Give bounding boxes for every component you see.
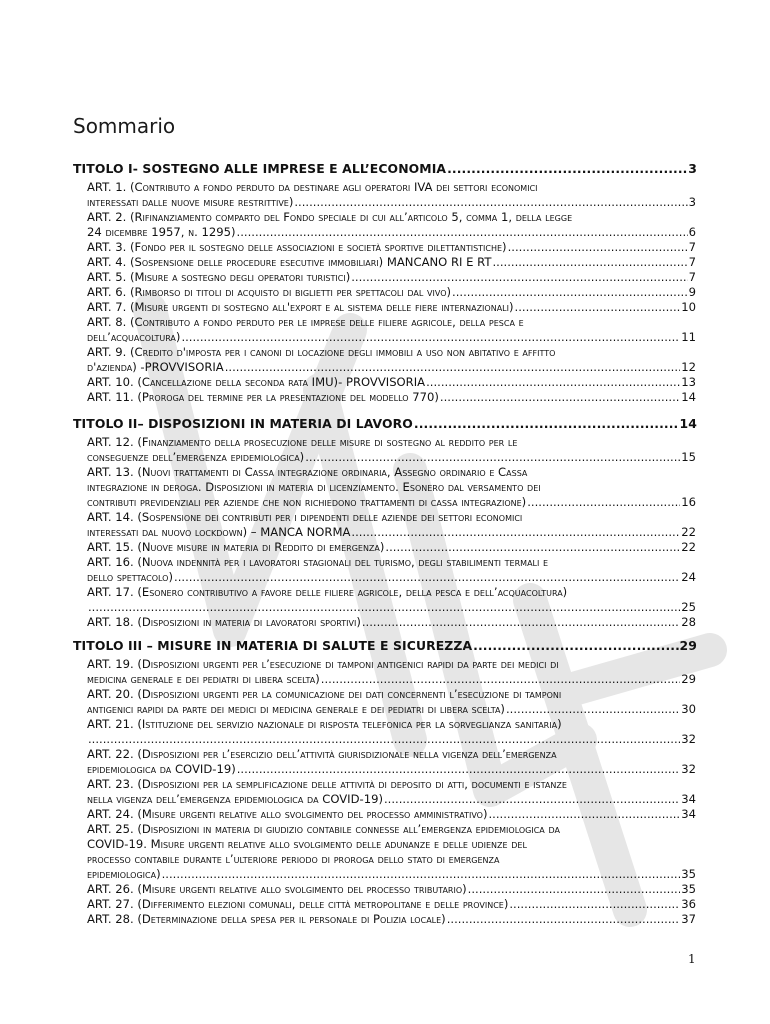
toc-leader xyxy=(321,672,680,687)
toc-leader xyxy=(294,195,687,210)
toc-article-line: interessati dal nuovo lockdown) – MANCA NORMA xyxy=(87,525,351,539)
toc-article-line: ART. 22. (Disposizioni per l’esercizio dell’attività giurisdizionale nella vigenza dell’emergenza xyxy=(87,747,557,761)
toc-titolo[interactable] xyxy=(73,416,697,431)
toc-article-line: ART. 11. (Proroga del termine per la presentazione del modello 770) xyxy=(87,390,439,404)
toc-page-number: 32 xyxy=(681,762,696,776)
toc-article-line: ART. 23. (Disposizioni per la semplificazione delle attività di deposito di atti, documenti e istanze xyxy=(87,777,567,791)
toc-page-number: 3 xyxy=(688,195,696,209)
toc-article[interactable] xyxy=(87,807,696,822)
toc-article-line: ART. 8. (Contributo a fondo perduto per le imprese delle filiere agricole, della pesca e xyxy=(87,315,524,329)
toc-leader xyxy=(492,255,687,270)
toc-leader xyxy=(351,525,680,540)
toc-leader xyxy=(351,270,687,285)
toc-article[interactable] xyxy=(87,615,696,630)
toc-article[interactable] xyxy=(87,777,696,807)
toc-article-line: ART. 9. (Credito d'imposta per i canoni di locazione degli immobili a uso non abitativo e affitto xyxy=(87,345,556,359)
toc-page-number: 14 xyxy=(679,416,697,431)
toc-article-line: antigenici rapidi da parte dei medici di medicina generale e dei pediatri di libera scelta) xyxy=(87,702,505,716)
toc-article[interactable] xyxy=(87,255,696,270)
toc-leader xyxy=(362,615,680,630)
toc-article[interactable] xyxy=(87,822,696,882)
toc-page-number: 16 xyxy=(681,495,696,509)
toc-article-line: epidemiologica) xyxy=(87,867,161,881)
toc-titolo[interactable] xyxy=(73,161,697,176)
toc-page-number: 30 xyxy=(681,702,696,716)
toc-article[interactable] xyxy=(87,717,696,747)
toc-leader xyxy=(88,600,680,615)
toc-article-line: medicina generale e dei pediatri di libera scelta) xyxy=(87,672,320,686)
toc-article-line: ART. 20. (Disposizioni urgenti per la comunicazione dei dati concernenti l’esecuzione di tamponi xyxy=(87,687,562,701)
toc-leader xyxy=(162,867,681,882)
toc-page-number: 7 xyxy=(688,270,696,284)
toc-article-line: ART. 16. (Nuova indennità per i lavoratori stagionali del turismo, degli stabilimenti termali e xyxy=(87,555,549,569)
toc-page-number: 34 xyxy=(681,792,696,806)
toc-page-number: 29 xyxy=(679,638,697,653)
toc-article[interactable] xyxy=(87,510,696,540)
toc-article-line: ART. 12. (Finanziamento della prosecuzione delle misure di sostegno al reddito per le xyxy=(87,435,518,449)
toc-article-line: processo contabile durante l’ulteriore periodo di proroga dello stato di emergenza xyxy=(87,852,500,866)
toc-article-line: ART. 15. (Nuove misure in materia di Reddito di emergenza) xyxy=(87,540,385,554)
toc-article[interactable] xyxy=(87,912,696,927)
toc-article-line: ART. 1. (Contributo a fondo perduto da destinare agli operatori IVA dei settori economici xyxy=(87,180,538,194)
toc-article[interactable] xyxy=(87,345,696,375)
toc-page-number: 22 xyxy=(681,540,696,554)
toc-leader xyxy=(181,330,680,345)
toc-article[interactable] xyxy=(87,210,696,240)
toc-article[interactable] xyxy=(87,375,696,390)
toc-article-line: ART. 6. (Rimborso di titoli di acquisto di biglietti per spettacoli dal vivo) xyxy=(87,285,452,299)
toc-page-number: 37 xyxy=(681,912,696,926)
toc-page-number: 35 xyxy=(681,882,696,896)
toc-article-line: dell’acquacoltura) xyxy=(87,330,181,344)
toc-article-line: ART. 24. (Misure urgenti relative allo svolgimento del processo amministrativo) xyxy=(87,807,488,821)
toc-article-line: ART. 26. (Misure urgenti relative allo svolgimento del processo tributario) xyxy=(87,882,467,896)
toc-leader xyxy=(447,161,687,176)
toc-article[interactable] xyxy=(87,435,696,465)
toc-article-line: ART. 17. (Esonero contributivo a favore delle filiere agricole, della pesca e dell’acquacoltura) xyxy=(87,585,568,599)
toc-titolo-text: TITOLO II– DISPOSIZIONI IN MATERIA DI LAVORO xyxy=(73,416,413,431)
toc-leader xyxy=(468,882,681,897)
toc-article-line: ART. 3. (Fondo per il sostegno delle associazioni e società sportive dilettantistiche) xyxy=(87,240,507,254)
toc-article-line: ART. 14. (Sospensione dei contributi per i dipendenti delle aziende dei settori economici xyxy=(87,510,523,524)
toc-article-line: 24 dicembre 1957, n. 1295) xyxy=(87,225,236,239)
toc-article-line: integrazione in deroga. Disposizioni in materia di licenziamento. Esonero dal versamento dei xyxy=(87,480,541,494)
toc-page-number: 12 xyxy=(681,360,696,374)
toc-leader xyxy=(305,450,680,465)
toc-leader xyxy=(88,732,680,747)
toc-page-number: 11 xyxy=(681,330,696,344)
toc-article-line: ART. 2. (Rifinanziamento comparto del Fondo speciale di cui all’articolo 5, comma 1, della legge xyxy=(87,210,573,224)
toc-article[interactable] xyxy=(87,180,696,210)
toc-article[interactable] xyxy=(87,657,696,687)
toc-page-number: 7 xyxy=(688,255,696,269)
toc-page-number: 10 xyxy=(681,300,696,314)
toc-article[interactable] xyxy=(87,897,696,912)
toc-leader xyxy=(447,912,681,927)
toc-article-line: ART. 5. (Misure a sostegno degli operatori turistici) xyxy=(87,270,351,284)
toc-titolo[interactable] xyxy=(73,638,697,653)
toc-page-number: 32 xyxy=(681,732,696,746)
toc-article-line: ART. 13. (Nuovi trattamenti di Cassa integrazione ordinaria, Assegno ordinario e Cassa xyxy=(87,465,528,479)
toc-page-number: 14 xyxy=(681,390,696,404)
toc-leader xyxy=(426,375,680,390)
toc-page-number: 24 xyxy=(681,570,696,584)
toc-page-number: 29 xyxy=(681,672,696,686)
toc-article-line: ART. 19. (Disposizioni urgenti per l’esecuzione di tamponi antigenici rapidi da parte dei medici di xyxy=(87,657,559,671)
toc-article-line: ART. 7. (Misure urgenti di sostegno all'export e al sistema delle fiere internazionali) xyxy=(87,300,514,314)
page-title: Sommario xyxy=(73,114,176,138)
toc-leader xyxy=(225,360,681,375)
toc-leader xyxy=(452,285,688,300)
toc-article-line: epidemiologica da COVID-19) xyxy=(87,762,236,776)
toc-article[interactable] xyxy=(87,465,696,510)
toc-article-line: ART. 25. (Disposizioni in materia di giudizio contabile connesse all’emergenza epidemiologica da xyxy=(87,822,560,836)
toc-article-line: contributi previdenziali per aziende che non richiedono trattamenti di cassa integrazione) xyxy=(87,495,527,509)
toc-leader xyxy=(384,792,680,807)
toc-article-line: interessati dalle nuove misure restrittive) xyxy=(87,195,294,209)
toc-article-line: ART. 21. (Istituzione del servizio nazionale di risposta telefonica per la sorveglianza sanitaria) xyxy=(87,717,562,731)
toc-leader xyxy=(385,540,680,555)
toc-article[interactable] xyxy=(87,747,696,777)
toc-leader xyxy=(488,807,680,822)
toc-leader xyxy=(237,225,688,240)
toc-article[interactable] xyxy=(87,687,696,717)
toc-article-line: COVID-19. Misure urgenti relative allo svolgimento delle adunanze e delle udienze del xyxy=(87,837,527,851)
toc-leader xyxy=(508,240,688,255)
toc-titolo-text: TITOLO III – MISURE IN MATERIA DI SALUTE E SICUREZZA xyxy=(73,638,473,653)
toc-leader xyxy=(506,702,680,717)
toc-leader xyxy=(473,638,678,653)
toc-article[interactable] xyxy=(87,285,696,300)
toc-article-line: nella vigenza dell’emergenza epidemiologica da COVID-19) xyxy=(87,792,383,806)
toc-leader xyxy=(515,300,681,315)
toc-article[interactable] xyxy=(87,315,696,345)
toc-article-line: ART. 28. (Determinazione della spesa per il personale di Polizia locale) xyxy=(87,912,446,926)
toc-article-line: conseguenze dell’emergenza epidemiologica) xyxy=(87,450,305,464)
toc-page-number: 36 xyxy=(681,897,696,911)
toc-titolo-text: TITOLO I- SOSTEGNO ALLE IMPRESE E ALL’ECONOMIA xyxy=(73,161,447,176)
toc-article-line: ART. 10. (Cancellazione della seconda rata IMU)- PROVVISORIA xyxy=(87,375,426,389)
toc-page-number: 3 xyxy=(688,161,697,176)
toc-leader xyxy=(414,416,679,431)
toc-page-number: 6 xyxy=(688,225,696,239)
toc-page-number: 7 xyxy=(688,240,696,254)
toc-page-number: 28 xyxy=(681,615,696,629)
toc-article[interactable] xyxy=(87,300,696,315)
toc-page-number: 13 xyxy=(681,375,696,389)
toc-page-number: 9 xyxy=(688,285,696,299)
toc-page-number: 25 xyxy=(681,600,696,614)
toc-page-number: 35 xyxy=(681,867,696,881)
toc-article[interactable] xyxy=(87,270,696,285)
toc-leader xyxy=(440,390,680,405)
toc-leader xyxy=(237,762,681,777)
toc-leader xyxy=(527,495,680,510)
toc-article[interactable] xyxy=(87,555,696,585)
toc-article[interactable] xyxy=(87,540,696,555)
toc-leader xyxy=(174,570,680,585)
toc-page-number: 15 xyxy=(681,450,696,464)
toc-leader xyxy=(509,897,680,912)
toc-article[interactable] xyxy=(87,390,696,405)
toc-article-line: ART. 4. (Sospensione delle procedure esecutive immobiliari) MANCANO RI E RT xyxy=(87,255,492,269)
page-number: 1 xyxy=(688,952,696,966)
toc-page-number: 34 xyxy=(681,807,696,821)
toc-article-line: dello spettacolo) xyxy=(87,570,174,584)
toc-article[interactable] xyxy=(87,240,696,255)
toc-article-line: ART. 27. (Differimento elezioni comunali, delle città metropolitane e delle province) xyxy=(87,897,509,911)
toc-article-line: d'azienda) -PROVVISORIA xyxy=(87,360,224,374)
toc-article-line: ART. 18. (Disposizioni in materia di lavoratori sportivi) xyxy=(87,615,361,629)
toc-article[interactable] xyxy=(87,585,696,615)
toc-article[interactable] xyxy=(87,882,696,897)
toc-page-number: 22 xyxy=(681,525,696,539)
